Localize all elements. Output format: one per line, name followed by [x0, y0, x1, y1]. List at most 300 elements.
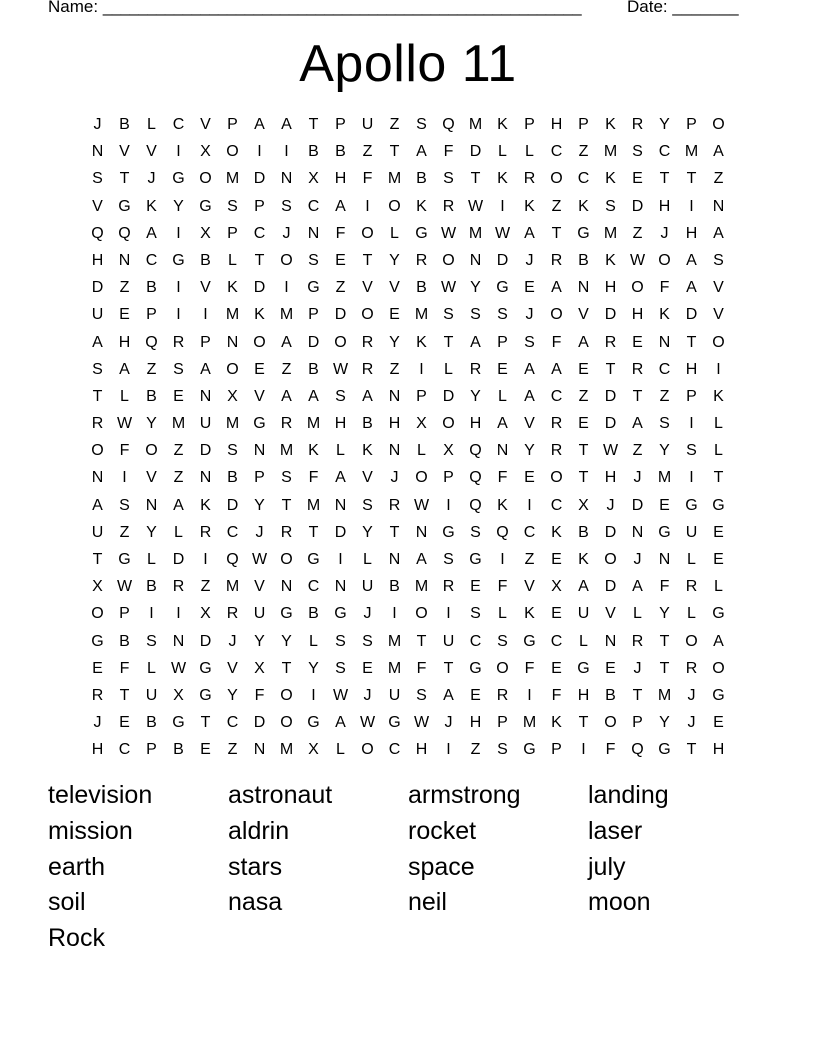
grid-letter: M	[171, 415, 186, 433]
grid-letter: Q	[91, 224, 104, 242]
grid-letter: E	[551, 659, 562, 677]
grid-letter: S	[713, 251, 724, 269]
grid-letter: I	[122, 469, 127, 487]
grid-letter: K	[524, 605, 535, 623]
grid-letter: P	[200, 333, 211, 351]
grid-letter: X	[227, 387, 238, 405]
grid-letter: L	[147, 659, 156, 677]
grid-letter: N	[388, 442, 401, 460]
grid-row	[84, 329, 732, 356]
grid-letter: V	[119, 143, 130, 161]
grid-letter: A	[200, 360, 211, 378]
grid-letter: K	[605, 116, 616, 133]
grid-letter: V	[713, 306, 724, 324]
grid-letter: W	[494, 224, 511, 242]
grid-letter: V	[605, 605, 616, 623]
grid-letter: S	[497, 306, 508, 324]
grid-letter: X	[416, 415, 427, 433]
grid-letter: H	[334, 415, 347, 433]
word-list-item: astronaut	[228, 781, 333, 809]
grid-letter: Z	[227, 741, 238, 759]
grid-letter: L	[633, 605, 642, 623]
grid-letter: P	[227, 224, 238, 242]
grid-letter: Z	[173, 442, 184, 460]
date-blank: _______	[672, 0, 739, 16]
grid-letter: A	[632, 415, 643, 433]
grid-letter: I	[176, 143, 181, 161]
grid-letter: J	[633, 469, 642, 487]
grid-letter: T	[578, 442, 589, 460]
grid-letter: A	[497, 415, 508, 433]
grid-letter: I	[284, 279, 289, 297]
grid-letter: Z	[632, 442, 643, 460]
grid-letter: Z	[659, 387, 670, 405]
grid-letter: G	[253, 415, 266, 433]
grid-letter: H	[604, 279, 617, 297]
grid-letter: A	[713, 632, 724, 650]
grid-letter: G	[91, 632, 104, 650]
grid-letter: N	[118, 251, 131, 269]
grid-letter: C	[550, 143, 563, 161]
grid-letter: I	[365, 197, 370, 215]
grid-letter: O	[442, 251, 455, 269]
grid-letter: N	[145, 496, 158, 514]
grid-letter: G	[280, 605, 293, 623]
grid-letter: R	[361, 360, 374, 378]
grid-row	[84, 682, 732, 709]
word-list-item: armstrong	[408, 781, 521, 809]
grid-letter: C	[523, 523, 536, 541]
grid-letter: M	[657, 686, 672, 704]
grid-letter: T	[443, 333, 454, 351]
grid-letter: X	[308, 741, 319, 759]
grid-letter: A	[362, 387, 373, 405]
grid-letter: N	[91, 143, 104, 161]
grid-letter: G	[307, 279, 320, 297]
grid-letter: M	[279, 306, 294, 324]
grid-letter: E	[659, 496, 670, 514]
grid-letter: I	[203, 306, 208, 324]
grid-row	[84, 492, 732, 519]
date-label: Date:	[627, 0, 668, 16]
grid-letter: I	[176, 306, 181, 324]
grid-letter: C	[550, 387, 563, 405]
grid-letter: B	[146, 387, 157, 405]
word-list	[48, 779, 768, 958]
grid-letter: B	[416, 170, 427, 188]
word-list-item: soil	[48, 888, 86, 917]
grid-letter: Y	[659, 442, 670, 460]
grid-letter: W	[116, 415, 133, 433]
grid-letter: W	[467, 197, 484, 215]
grid-row	[84, 628, 732, 655]
grid-letter: G	[496, 279, 509, 297]
grid-letter: T	[389, 523, 400, 541]
grid-letter: F	[416, 659, 427, 677]
grid-letter: E	[524, 469, 535, 487]
grid-letter: L	[714, 442, 723, 460]
grid-letter: T	[659, 632, 670, 650]
grid-letter: O	[685, 632, 698, 650]
grid-letter: D	[334, 306, 347, 324]
grid-letter: M	[387, 170, 402, 188]
grid-letter: A	[92, 496, 103, 514]
grid-letter: B	[605, 686, 616, 704]
grid-letter: L	[120, 387, 129, 405]
grid-letter: S	[416, 116, 427, 133]
grid-letter: D	[631, 496, 644, 514]
grid-letter: Y	[254, 496, 265, 514]
grid-letter: T	[632, 686, 643, 704]
grid-letter: V	[146, 143, 157, 161]
grid-letter: O	[280, 686, 293, 704]
grid-letter: E	[119, 306, 130, 324]
grid-letter: R	[496, 686, 509, 704]
grid-row	[84, 736, 732, 763]
grid-letter: O	[658, 251, 671, 269]
grid-letter: K	[146, 197, 157, 215]
grid-letter: T	[281, 496, 292, 514]
grid-letter: S	[524, 333, 535, 351]
grid-letter: H	[334, 170, 347, 188]
grid-letter: V	[200, 116, 211, 133]
grid-letter: S	[362, 632, 373, 650]
grid-letter: I	[176, 605, 181, 623]
grid-letter: Y	[659, 714, 670, 732]
grid-letter: S	[497, 632, 508, 650]
grid-letter: D	[604, 523, 617, 541]
grid-letter: G	[199, 197, 212, 215]
grid-letter: N	[91, 469, 104, 487]
word-list-item: Rock	[48, 924, 105, 953]
grid-letter: B	[578, 251, 589, 269]
grid-letter: O	[361, 224, 374, 242]
grid-letter: B	[578, 523, 589, 541]
grid-letter: U	[145, 686, 158, 704]
grid-letter: D	[253, 170, 266, 188]
grid-letter: F	[497, 578, 508, 596]
grid-letter: B	[119, 632, 130, 650]
grid-letter: R	[280, 415, 293, 433]
grid-letter: Q	[145, 333, 158, 351]
grid-letter: O	[442, 415, 455, 433]
grid-letter: D	[604, 578, 617, 596]
grid-letter: D	[604, 415, 617, 433]
grid-letter: L	[498, 143, 507, 161]
grid-letter: N	[253, 442, 266, 460]
grid-letter: I	[176, 279, 181, 297]
grid-letter: B	[335, 143, 346, 161]
grid-letter: P	[146, 306, 157, 324]
grid-row	[84, 383, 732, 410]
grid-letter: G	[118, 197, 131, 215]
grid-letter: G	[442, 523, 455, 541]
grid-letter: G	[577, 659, 590, 677]
grid-letter: E	[200, 741, 211, 759]
grid-letter: A	[524, 360, 535, 378]
grid-letter: O	[604, 551, 617, 568]
grid-letter: I	[500, 551, 505, 568]
grid-letter: S	[470, 523, 481, 541]
grid-letter: S	[335, 632, 346, 650]
grid-letter: A	[632, 578, 643, 596]
grid-letter: A	[335, 469, 346, 487]
grid-letter: Z	[281, 360, 292, 378]
grid-letter: U	[442, 632, 455, 650]
page-title: Apollo 11	[299, 35, 517, 93]
grid-letter: B	[146, 279, 157, 297]
grid-letter: T	[281, 659, 292, 677]
grid-letter: D	[199, 442, 212, 460]
grid-letter: A	[173, 496, 184, 514]
grid-letter: L	[147, 116, 156, 133]
grid-letter: E	[524, 279, 535, 297]
grid-letter: C	[145, 251, 158, 269]
grid-letter: I	[338, 551, 343, 568]
grid-letter: R	[226, 605, 239, 623]
grid-letter: V	[362, 469, 373, 487]
grid-letter: I	[311, 686, 316, 704]
grid-letter: P	[443, 469, 454, 487]
grid-letter: I	[257, 143, 262, 161]
grid-letter: C	[469, 632, 482, 650]
grid-letter: T	[92, 387, 103, 405]
grid-letter: M	[387, 632, 402, 650]
grid-letter: N	[307, 224, 320, 242]
grid-letter: N	[334, 578, 347, 596]
grid-row	[84, 655, 732, 682]
grid-letter: M	[657, 469, 672, 487]
grid-letter: T	[416, 632, 427, 650]
grid-letter: L	[363, 551, 372, 568]
grid-letter: M	[468, 224, 483, 242]
grid-letter: I	[716, 360, 721, 378]
grid-letter: J	[633, 659, 642, 677]
grid-letter: Z	[200, 578, 211, 596]
word-list-item: rocket	[408, 816, 477, 845]
grid-letter: A	[578, 578, 589, 596]
grid-letter: G	[172, 714, 185, 732]
grid-letter: Q	[118, 224, 131, 242]
grid-letter: R	[415, 251, 428, 269]
grid-letter: V	[362, 279, 373, 297]
grid-letter: R	[604, 333, 617, 351]
grid-letter: D	[253, 279, 266, 297]
grid-letter: X	[254, 659, 265, 677]
grid-letter: T	[551, 224, 562, 242]
grid-letter: E	[173, 387, 184, 405]
grid-letter: A	[335, 197, 346, 215]
grid-letter: T	[119, 686, 130, 704]
word-list-item: moon	[588, 888, 651, 917]
grid-letter: B	[389, 578, 400, 596]
grid-letter: Z	[389, 360, 400, 378]
grid-letter: N	[388, 387, 401, 405]
grid-letter: T	[470, 170, 481, 188]
grid-letter: M	[414, 306, 429, 324]
grid-letter: B	[416, 279, 427, 297]
grid-letter: W	[359, 714, 376, 732]
grid-letter: H	[577, 686, 590, 704]
grid-letter: E	[713, 523, 724, 541]
grid-letter: T	[308, 523, 319, 541]
grid-letter: J	[255, 523, 264, 541]
grid-letter: F	[551, 333, 562, 351]
word-list-item: nasa	[228, 888, 283, 917]
grid-letter: Y	[281, 632, 292, 650]
grid-letter: Y	[524, 442, 535, 460]
grid-letter: K	[524, 197, 535, 215]
grid-letter: L	[525, 143, 534, 161]
grid-letter: P	[308, 306, 319, 324]
grid-letter: K	[578, 197, 589, 215]
grid-letter: J	[687, 686, 696, 704]
grid-letter: G	[199, 659, 212, 677]
grid-letter: T	[686, 333, 697, 351]
grid-letter: O	[712, 116, 725, 133]
grid-letter: N	[658, 333, 671, 351]
grid-letter: G	[388, 714, 401, 732]
grid-letter: H	[712, 741, 725, 759]
grid-letter: U	[388, 686, 401, 704]
grid-letter: P	[524, 116, 535, 133]
grid-letter: Q	[631, 741, 644, 759]
grid-row	[84, 247, 732, 274]
grid-letter: O	[550, 469, 563, 487]
grid-letter: J	[444, 714, 453, 732]
grid-letter: D	[172, 551, 185, 568]
grid-letter: S	[632, 143, 643, 161]
grid-letter: O	[226, 360, 239, 378]
grid-letter: Y	[659, 116, 670, 133]
grid-letter: L	[714, 578, 723, 596]
grid-letter: M	[414, 578, 429, 596]
grid-letter: M	[225, 415, 240, 433]
grid-letter: A	[416, 551, 427, 568]
grid-letter: A	[551, 279, 562, 297]
grid-letter: M	[603, 143, 618, 161]
grid-letter: E	[605, 659, 616, 677]
grid-letter: B	[146, 714, 157, 732]
grid-letter: Z	[335, 279, 346, 297]
grid-letter: L	[579, 632, 588, 650]
grid-letter: S	[335, 659, 346, 677]
grid-letter: T	[578, 469, 589, 487]
grid-letter: D	[469, 143, 482, 161]
grid-letter: T	[659, 170, 670, 188]
grid-letter: A	[524, 387, 535, 405]
grid-letter: W	[116, 578, 133, 596]
grid-letter: D	[631, 197, 644, 215]
grid-letter: X	[200, 605, 211, 623]
grid-letter: P	[551, 741, 562, 759]
grid-row	[84, 546, 732, 573]
grid-letter: C	[658, 360, 671, 378]
grid-letter: L	[390, 224, 399, 242]
grid-letter: L	[336, 741, 345, 759]
grid-row	[84, 519, 732, 546]
grid-letter: K	[362, 442, 373, 460]
grid-letter: T	[119, 170, 130, 188]
grid-letter: C	[550, 496, 563, 514]
grid-letter: N	[631, 523, 644, 541]
grid-letter: E	[551, 551, 562, 568]
grid-letter: G	[577, 224, 590, 242]
grid-letter: S	[605, 197, 616, 215]
grid-letter: I	[689, 197, 694, 215]
grid-letter: O	[631, 279, 644, 297]
grid-letter: T	[200, 714, 211, 732]
grid-letter: R	[172, 578, 185, 596]
grid-letter: N	[199, 387, 212, 405]
grid-letter: O	[388, 197, 401, 215]
grid-row	[84, 709, 732, 736]
grid-letter: R	[685, 578, 698, 596]
grid-letter: U	[685, 523, 698, 541]
grid-letter: S	[281, 197, 292, 215]
grid-letter: I	[581, 741, 586, 759]
grid-letter: K	[416, 197, 427, 215]
grid-letter: D	[604, 387, 617, 405]
word-list-item: july	[588, 852, 626, 881]
grid-letter: G	[523, 741, 536, 759]
grid-letter: R	[442, 197, 455, 215]
grid-letter: D	[442, 387, 455, 405]
grid-letter: O	[253, 333, 266, 351]
grid-letter: L	[417, 442, 426, 460]
grid-letter: T	[686, 170, 697, 188]
grid-letter: E	[578, 360, 589, 378]
grid-letter: P	[686, 116, 697, 133]
grid-letter: S	[308, 251, 319, 269]
grid-letter: S	[362, 496, 373, 514]
grid-letter: O	[334, 333, 347, 351]
grid-letter: B	[308, 143, 319, 161]
grid-letter: L	[498, 605, 507, 623]
grid-letter: K	[497, 170, 508, 188]
grid-letter: Y	[254, 632, 265, 650]
grid-letter: O	[145, 442, 158, 460]
grid-letter: K	[578, 551, 589, 568]
grid-letter: G	[712, 496, 725, 514]
grid-letter: F	[524, 659, 535, 677]
grid-letter: A	[281, 116, 292, 133]
grid-letter: H	[685, 224, 698, 242]
grid-letter: S	[173, 360, 184, 378]
grid-letter: U	[91, 306, 104, 324]
grid-letter: Z	[713, 170, 724, 188]
grid-letter: E	[470, 686, 481, 704]
grid-letter: F	[119, 442, 130, 460]
word-list-item: laser	[588, 816, 643, 845]
grid-letter: U	[577, 605, 590, 623]
grid-letter: K	[308, 442, 319, 460]
grid-letter: S	[686, 442, 697, 460]
grid-letter: A	[524, 224, 535, 242]
grid-letter: P	[335, 116, 346, 133]
grid-letter: D	[334, 523, 347, 541]
grid-letter: G	[685, 496, 698, 514]
grid-letter: N	[469, 251, 482, 269]
grid-letter: C	[226, 714, 239, 732]
grid-letter: L	[336, 442, 345, 460]
grid-letter: K	[713, 387, 724, 405]
grid-letter: M	[387, 659, 402, 677]
grid-letter: K	[200, 496, 211, 514]
grid-letter: L	[174, 523, 183, 541]
grid-letter: K	[497, 116, 508, 133]
grid-letter: M	[225, 170, 240, 188]
